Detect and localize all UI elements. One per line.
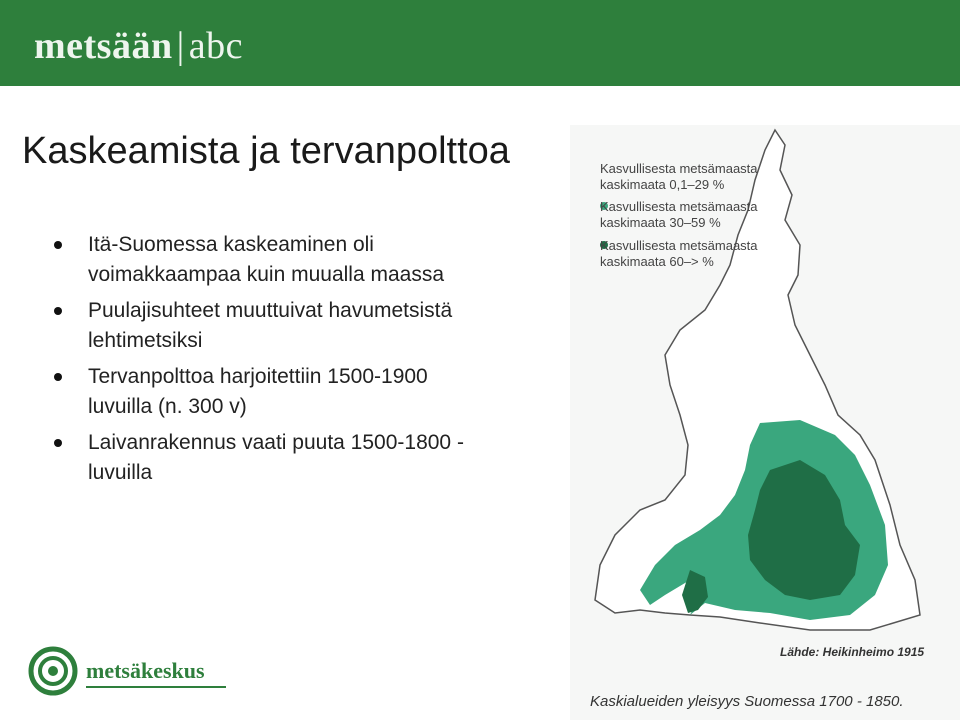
header-bar	[0, 0, 960, 86]
brand-separator: |	[176, 25, 185, 67]
bullet-item	[50, 230, 480, 290]
legend-item	[600, 238, 758, 270]
bullet-icon	[54, 307, 62, 315]
bullet-text: Tervanpolttoa harjoitettiin 1500-1900 luvuilla (n. 300 v)	[88, 365, 428, 418]
map-source: Lähde: Heikinheimo 1915	[780, 645, 925, 659]
bullet-item	[50, 296, 480, 356]
bullet-icon	[54, 439, 62, 447]
bullet-icon	[54, 373, 62, 381]
brand-logo	[34, 24, 243, 68]
bullet-item	[50, 428, 480, 488]
bullet-item	[50, 362, 480, 422]
legend-text: Kasvullisesta metsämaasta kaskimaata 0,1–29 %	[600, 161, 758, 192]
legend-text: Kasvullisesta metsämaasta kaskimaata 30–59 %	[600, 199, 758, 230]
footer-logo-text: metsäkeskus	[86, 658, 205, 683]
bullet-list	[50, 230, 480, 494]
footer-logo-underline	[86, 686, 226, 688]
map-caption: Kaskialueiden yleisyys Suomessa 1700 - 1850.	[590, 693, 904, 710]
legend-text: Kasvullisesta metsämaasta kaskimaata 60–> %	[600, 238, 758, 269]
slide-title: Kaskeamista ja tervanpolttoa	[22, 130, 510, 172]
bullet-icon	[54, 241, 62, 249]
brand-left: metsään	[34, 25, 173, 67]
legend-item	[600, 161, 758, 193]
bullet-text: Itä-Suomessa kaskeaminen oli voimakkaampaa kuin muualla maassa	[88, 233, 445, 286]
metsakeskus-logo-icon	[28, 646, 78, 696]
bullet-text: Puulajisuhteet muuttuivat havumetsistä lehtimetsiksi	[88, 299, 453, 352]
bullet-text: Laivanrakennus vaati puuta 1500-1800 -luvuilla	[88, 431, 464, 484]
legend-item	[600, 199, 758, 231]
brand-right: abc	[188, 25, 243, 67]
map-panel	[570, 125, 960, 720]
footer-logo	[28, 646, 268, 698]
